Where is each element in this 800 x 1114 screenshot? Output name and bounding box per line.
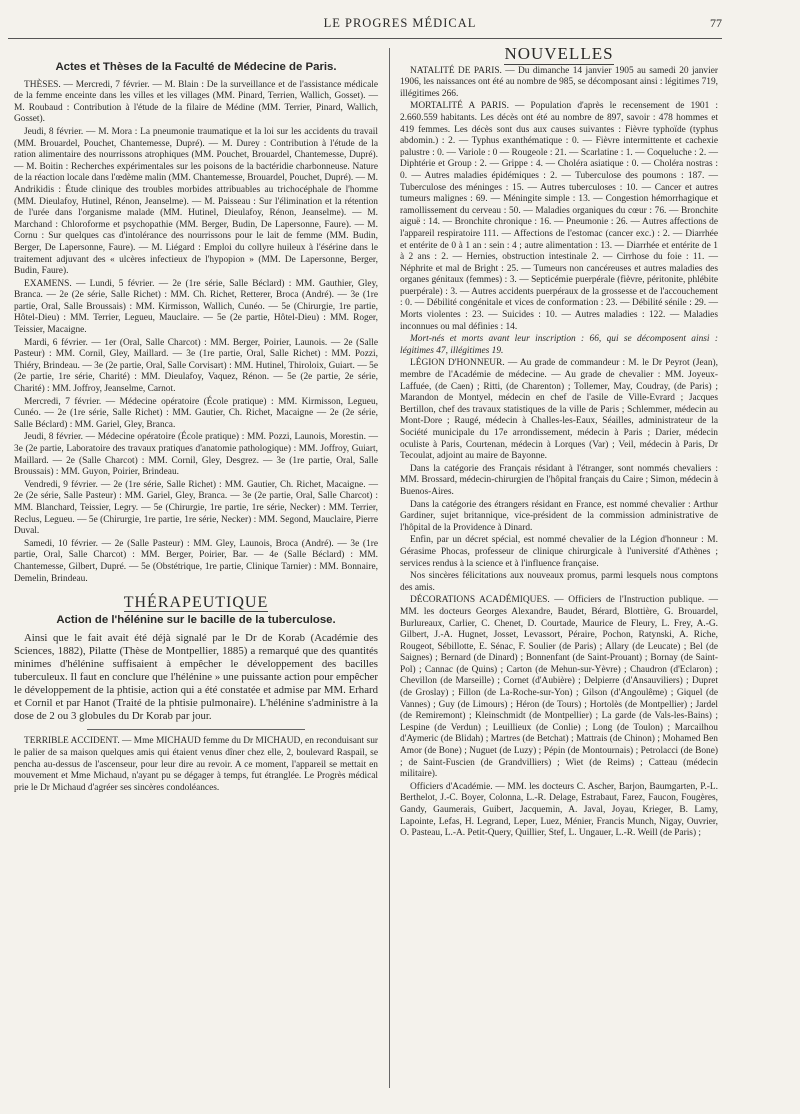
legion-paragraph: Nos sincères félicitations aux nouveaux promus, parmi lesquels nous comptons des amis.: [400, 571, 718, 593]
right-column: [400, 46, 718, 841]
helenine-heading: Action de l'hélénine sur le bacille de la tuberculose.: [56, 613, 336, 626]
mortalite-paragraph: MORTALITÉ A PARIS. — Population d'après le recensement de 1901 : 2.660.559 habitants. Les décès ont été au nombre de 897, savoir : 478 hommes et 419 femmes. Les décès sont dus aux causes suivantes : Fièvre typhoïde (typhus abdomin.) : 2. — Typhus exanthématique : 0. — Fièvre intermittente et cachexie palustre : 0. — Variole : 0 — Rougeole : 21. — Scarlatine : 1. — Coqueluche : 2. — Diphtérie et Group : 2. — Grippe : 4. — Choléra asiatique : 0. — Choléra nostras : 0. — Autres maladies épidémiques : 2. — Tuberculose des poumons : 187. — Tuberculose des méninges : 15. — Autres tuberculoses : 10. — Cancer et autres tumeurs malignes : 69. — Méningite simple : 13. — Congestion hémorrhagique et ramollissement du cerveau : 50. — Maladies organiques du cœur : 76. — Bronchite aiguë : 14. — Bronchite chronique : 16. — Pneumonie : 26. — Autres affections de l'appareil respiratoire 111. — Affections de l'estomac (cancer exc.) : 2. — Diarrhée et entérite de 0 à 1 an : sein : 4 ; autre alimentation : 13. — Diarrhée et entérite de 1 à 2 ans : 2. — Hernies, obstruction intestinale 2. — Cirrhose du foie : 11. — Néphrite et mal de Bright : 25. — Tumeurs non cancéreuses et autres maladies des organes génitaux (femmes) : 3. — Septicémie puerpérale (fièvre, péritonite, phlébite puerpérale) : 3. — Autres accidents puerpéraux de la grossesse et de l'accouchement : 0. — Débilité congénitale et vices de conformation : 23. — Débilité sénile : 29. — Morts violentes : 23. — Suicides : 10. — Autres maladies : 122. — Maladies inconnues ou mal définies : 14.: [400, 101, 718, 332]
accident-paragraph: TERRIBLE ACCIDENT. — Mme MICHAUD femme du Dr MICHAUD, en reconduisant sur le palier de sa maison quelques amis qui étaient venus dîner chez elle, 2, boulevard Raspail, se pencha au-dessus de l'ascenseur, pour leur dire au revoir. A ce moment, l'appareil se mettait en mouvement et Mme Michaud, n'ayant pu se dégager à temps, fut étranglée. Le Progrès médical prie le Dr Michaud d'agréer ses sincères condoléances.: [14, 736, 378, 793]
journal-title: LE PROGRES MÉDICAL: [323, 16, 477, 30]
decorations-section: [400, 595, 718, 839]
decorations-paragraph: DÉCORATIONS ACADÉMIQUES. — Officiers de l'Instruction publique. — MM. les docteurs Georges Alexandre, Baudet, Bérard, Blottière, G. Brouardel, Burlureaux, Carlier, C. Chenet, D. Courtade, Maurice de Fleury, L. Frey, A.-G. Gilbert, J.-A. Hugnet, Josset, Levassort, Péraire, Pochon, Ratynski, A. Riche, Rougeot, Sébillotte, E. Sénac, F. Soulier (de Paris) ; Allary (de Leucate) ; Bel (de Saignes) ; Bernard (de Dinard) ; Bonnenfant (de Saint-Prouant) ; Bornay (de Saint-Pol) ; Cannac (de Quins) ; Carton (de Mehun-sur-Yèvre) ; Chaudron (d'Eclaron) ; Chevillon (de Marseille) ; Cornet (d'Aubière) ; Delpierre (d'Ansauviliers) ; Dupret (de Groslay) ; Fillon (de La-Roche-sur-Yon) ; Gilson (d'Angoulême) ; Giquel (de Vannes) ; Guy (de Limours) ; Héron (de Tours) ; Hortolès (de Montpellier) ; Jardel (de Remiremont) ; Kleinschmidt (de Montpellier) ; La garde (de Vals-les-Bains) ; Lespine (de Verdun) ; Leuillieux (de Conlie) ; Long (de Toulon) ; Marcailhou d'Aymeric (de Blidah) ; Martres (de Betchat) ; Mattrais (de Chinon) ; Mohamed Ben Amor (de Bone) ; Nuguet (de Luzy) ; Pépin (de Montournais) ; Petrolacci (de Bone) ; de Saint-Fuscien (de Grandvilliers) ; Wiet (de Reims) ; Catteau (médecin militaire).: [400, 595, 718, 780]
nouvelles-heading: [400, 44, 718, 63]
examens-paragraph: Vendredi, 9 février. — 2e (1re série, Salle Richet) : MM. Gautier, Ch. Richet, Macaigne. — 2e (2e série, Salle Pasteur) : MM. Gariel, Gley, Branca. — 3e (2e partie, Oral, Salle Charcot) : MM. Blanchard, Teissier, Legry. — 5e (Chirurgie, 1re partie, 1re série, Necker) : MM. Terrier, Reclus, Legueu. — 5e (Chirurgie, 1re partie, 1re série, Necker) : MM. Segond, Mauclaire, Pierre Duval.: [14, 479, 378, 537]
column-divider: [389, 48, 390, 1088]
legion-paragraph: Dans la catégorie des Français résidant à l'étranger, sont nommés chevaliers : MM. Brossard, médecin-chirurgien de l'hôpital français du Caire ; Simon, médecin à Buenos-Aires.: [400, 463, 718, 497]
header-rule: [8, 38, 722, 39]
legion-paragraph: LÉGION D'HONNEUR. — Au grade de commandeur : M. le Dr Peyrot (Jean), membre de l'Académie de médecine. — Au grade de chevalier : MM. Joyeux-Laffuée, (de Caen) ; Ritti, (de Charenton) ; Tollemer, May, Coudray, (de Paris) ; Marandon de Montyel, médecin en chef de l'asile de Ville-Evrard ; Jacques Bertillon, chef des travaux statistiques de la ville de Paris ; Schlemmer, médecin au Mont-Dore ; Raugé, médecin à Challes-les-Eaux, Séailles, administrateur de la Société municipale du 17e arrondissement, médecin à Paris ; Darier, médecin oculiste à Paris, Courtenan, médecin à Lorques (Var) ; Veil, médecin à Paris, Dr Tecoulat, adjoint au maire de Bayonne.: [400, 358, 718, 462]
mortnes-paragraph: Mort-nés et morts avant leur inscription : 66, qui se décomposent ainsi : légitimes 47, illégitimes 19.: [400, 334, 718, 356]
theses-section: [14, 80, 378, 278]
therapeutique-heading: [14, 594, 378, 612]
examens-section: [14, 279, 378, 585]
examens-paragraph: EXAMENS. — Lundi, 5 février. — 2e (1re série, Salle Béclard) : MM. Gauthier, Gley, Branca. — 2e (2e série, Salle Richet) : MM. Ch. Richet, Retterer, Broca (André). — 3e (1re partie, Oral, Salle Broussais) : MM. Kirmisson, Wallich, Cunéo. — 5e (Chirurgie, 1re partie, Hôtel-Dieu) : MM. Terrier, Legueu, Mauclaire. — 5e (2e partie, Hôtel-Dieu) : MM. Roger, Teissier, Macaigne.: [14, 278, 378, 336]
natalite-paragraph: NATALITÉ DE PARIS. — Du dimanche 14 janvier 1905 au samedi 20 janvier 1906, les naissances ont été au nombre de 985, se décomposant ainsi : légitimes 719, illégitimes 266.: [400, 65, 718, 99]
nouvelles-heading-text: NOUVELLES: [504, 44, 614, 63]
examens-paragraph: Samedi, 10 février. — 2e (Salle Pasteur) : MM. Gley, Launois, Broca (André). — 3e (1re partie, Oral, Salle Charcot) : MM. Berger, Poirier, Bar. — 4e (Salle Béclard) : MM. Chantemesse, Gilbert, Dupré. — 5e (Obstétrique, 1re partie, Clinique Tarnier) : MM. Bonnaire, Demelin, Brindeau.: [14, 538, 378, 584]
legion-paragraph: Enfin, par un décret spécial, est nommé chevalier de la Légion d'honneur : M. Gérasime Phocas, professeur de clinique chirurgicale à l'université d'Athènes ; services rendus à la science et à l'influence française.: [400, 535, 718, 569]
section-separator: [87, 729, 305, 730]
helenine-paragraph: Ainsi que le fait avait été déjà signalé par le Dr de Korab (Académie des Sciences, 1882), Pilatte (Thèse de Montpellier, 1885) a remarqué que des quantités minimes d'hélénine suffisaient à empêcher le développement des bacilles tuberculeux. Il faut en conclure que l'hélénine » une puissante action pour empêcher le développement de la phtisie, action qui a été constatée et admise par MM. Erhard et Cornil et par Hanot (Traité de la phtisie pulmonaire). L'hélénine s'administre à la dose de 2 ou 3 globules du Dr Korab par jour.: [14, 632, 378, 723]
page-header: [0, 16, 800, 36]
actes-heading: Actes et Thèses de la Faculté de Médecine de Paris.: [55, 61, 337, 73]
examens-paragraph: Mercredi, 7 février. — Médecine opératoire (École pratique) : MM. Kirmisson, Legueu, Cunéo. — 2e (1re série, Salle Richet) : MM. Gautier, Ch. Richet, Macaigne — 2e (2e série, Salle Béclard) : MM. Gariel, Gley, Branca.: [14, 396, 378, 430]
theses-paragraph: THÈSES. — Mercredi, 7 février. — M. Blain : De la surveillance et de l'assistance médicale de la femme enceinte dans les villes et les villages (MM. Pinard, Terrien, Wallich, Gosset). — M. Roubaud : Contribution à l'étude de la filaire de Médine (MM. Terrier, Pinard, Wallich, Gosset).: [14, 79, 378, 125]
examens-paragraph: Jeudi, 8 février. — Médecine opératoire (École pratique) : MM. Pozzi, Launois, Morestin. — 3e (2e partie, Laboratoire des travaux pratiques d'anatomie pathologique) : MM. Joffroy, Guiart, Maillard. — 2e (Salle Charcot) : MM. Cornil, Gley, Desgrez. — 3e (1re partie, Oral, Salle Broussais) : MM. Guyon, Poirier, Brindeau.: [14, 432, 378, 478]
left-column: [14, 46, 378, 795]
legion-paragraph: Dans la catégorie des étrangers résidant en France, est nommé chevalier : Arthur Gardiner, sujet britannique, vice-président de la commission administrative de l'hôpital de la Providence à Dinard.: [400, 499, 718, 533]
page-number: 77: [710, 16, 722, 30]
therapeutique-heading-text: THÉRAPEUTIQUE: [123, 594, 269, 612]
examens-paragraph: Mardi, 6 février. — 1er (Oral, Salle Charcot) : MM. Berger, Poirier, Launois. — 2e (Salle Pasteur) : MM. Cornil, Gley, Maillard. — 3e (1re partie, Oral, Salle Richet) : MM. Pozzi, Thiéry, Brindeau. — 3e (2e partie, Oral, Salle Corvisart) : MM. Hutinel, Thiroloix, Guiart. — 5e (2e partie, 1re série, Charité) : MM. Dieulafoy, Vaquez, Rénon. — 5e (2e partie, 2e série, Charité) : MM. Joffroy, Jeanselme, Carnot.: [14, 337, 378, 395]
decorations-paragraph: Officiers d'Académie. — MM. les docteurs C. Ascher, Barjon, Baumgarten, P.-L. Berthelot, J.-C. Boyer, Colonna, L.-R. Delage, Estrabaut, Farez, Faucon, Fougères, Gandy, Gaumerais, Guibert, Jacquemin, A. Javal, Joyau, Krieger, B. Lamy, Lapointe, Lefas, H. Legrand, Leper, Luez, Ménier, Francis Munch, Nigay, Ouvrier, O. Pasteau, L.-A. Petit-Query, Quillier, Stef, L. Ungauer, L.-R. Weill (de Paris) ;: [400, 781, 718, 839]
theses-paragraph: Jeudi, 8 février. — M. Mora : La pneumonie traumatique et la loi sur les accidents du travail (MM. Brouardel, Pouchet, Chantemesse, Dupré). — M. Durey : Contribution à l'étude de la ration alimentaire des nourrissons atrophiques (MM. Pouchet, Brouardel, Chantemesse, Dupré). — M. Boitin : Recherches expérimentales sur les poisons de la bactéridie charbonneuse. Nature de la réaction locale dans l'œdème malin (MM. Chantemesse, Brouardel, Pouchet, Dupré). — M. Andrikidis : Étude clinique des troubles morbides attribuables au trichocéphale de l'homme (MM. Dieulafoy, Hutinel, Rénon, Jeanselme). — M. Paisseau : Sur l'élimination et la rétention de l'urée dans l'organisme malade (MM. Hutinel, Dieulafoy, Rénon, Jeanselme). — M. Marchand : Chloroforme et psychopathie (MM. Berger, Budin, De Lapersonne, Faure). — M. Cornu : Sur quelques cas d'intolérance des nourrissons pour le lait de femme (MM. Budin, Berger, De Lapersonne, Faure). — M. Liégard : Emploi du collyre huileux à l'ésérine dans le traitement adjuvant des « ulcères infectieux de l'hypopion » (MM. De Lapersonne, Berger, Budin, Faure).: [14, 126, 378, 277]
legion-section: [400, 358, 718, 594]
